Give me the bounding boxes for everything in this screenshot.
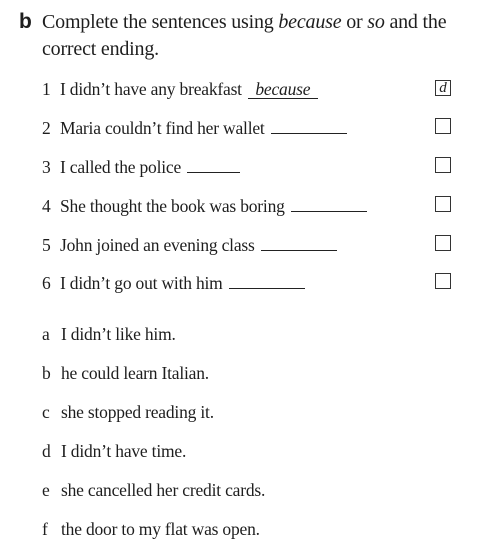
sentence-item	[42, 233, 337, 256]
ending-letter: c	[42, 402, 50, 422]
item-number: 4	[42, 196, 51, 216]
ending-item	[42, 362, 209, 384]
answer-box[interactable]: d	[435, 80, 451, 96]
answer-box[interactable]	[435, 196, 451, 212]
answer-blank[interactable]	[271, 116, 347, 134]
item-text: I didn’t go out with him	[60, 273, 223, 293]
ending-item	[42, 479, 265, 501]
item-number: 2	[42, 118, 51, 138]
item-number: 3	[42, 157, 51, 177]
answer-box[interactable]	[435, 235, 451, 251]
ending-item	[42, 323, 176, 345]
item-text: I called the police	[60, 157, 182, 177]
ending-text: she stopped reading it.	[61, 402, 214, 422]
sentence-item	[42, 116, 347, 139]
item-text: I didn’t have any breakfast	[60, 79, 242, 99]
item-number: 1	[42, 79, 51, 99]
instruction-text-2: or	[341, 11, 368, 33]
ending-text: I didn’t like him.	[61, 324, 176, 344]
item-text: Maria couldn’t find her wallet	[60, 118, 265, 138]
ending-letter: e	[42, 480, 50, 500]
ending-letter: a	[42, 324, 50, 344]
answer-blank[interactable]	[261, 233, 337, 251]
answer-blank[interactable]	[187, 155, 240, 173]
item-text: John joined an evening class	[60, 235, 255, 255]
ending-text: she cancelled her credit cards.	[61, 480, 266, 500]
ending-item	[42, 440, 186, 462]
ending-item	[42, 518, 260, 540]
ending-text: I didn’t have time.	[61, 441, 187, 461]
ending-item	[42, 401, 214, 423]
answer-box[interactable]	[435, 157, 451, 173]
answer-box[interactable]	[435, 273, 451, 289]
sentence-item	[42, 271, 305, 294]
item-text: She thought the book was boring	[60, 196, 285, 216]
ending-letter: f	[42, 519, 48, 539]
sentence-item	[42, 78, 318, 100]
instruction-text-1: Complete the sentences using	[42, 11, 279, 33]
instruction	[42, 9, 490, 63]
ending-letter: d	[42, 441, 51, 461]
answer-blank[interactable]: because	[248, 80, 318, 99]
keyword-because: because	[278, 11, 342, 33]
ending-letter: b	[42, 363, 51, 383]
answer-box[interactable]	[435, 118, 451, 134]
answer-blank[interactable]	[229, 271, 305, 289]
ending-text: the door to my flat was open.	[61, 519, 260, 539]
answer-blank[interactable]	[291, 194, 367, 212]
keyword-so: so	[367, 11, 385, 33]
sentence-item	[42, 194, 367, 217]
item-number: 6	[42, 273, 51, 293]
sentence-item	[42, 155, 240, 178]
instruction-text-3: and the correct ending.	[42, 11, 447, 60]
item-number: 5	[42, 235, 51, 255]
ending-text: he could learn Italian.	[61, 363, 209, 383]
exercise-letter: b	[19, 10, 32, 33]
